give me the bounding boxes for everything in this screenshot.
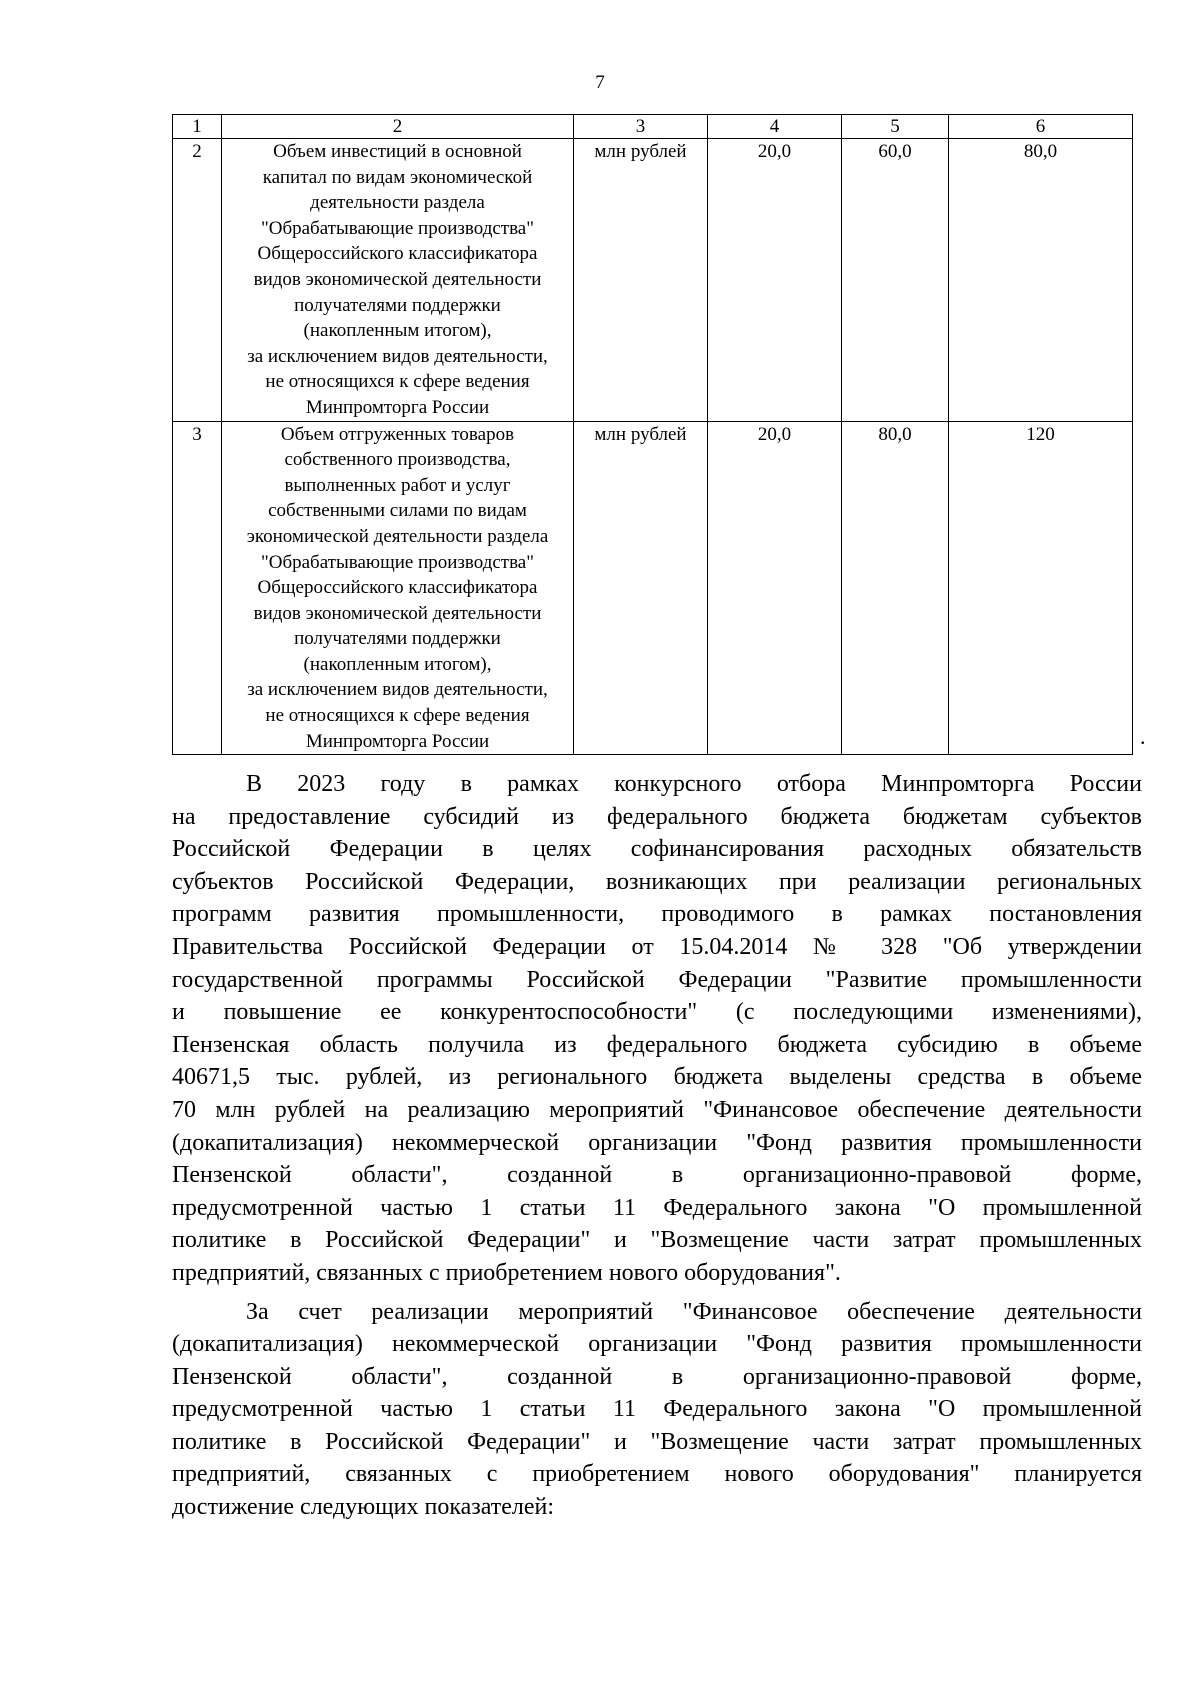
value-col-4: 20,0 [708,139,842,422]
text-line: Пензенская область получила из федерального бюджета субсидию в объеме [172,1031,1142,1058]
indicator-name-line: (накопленным итогом), [303,653,492,675]
text-line: политике в Российской Федерации" и "Возмещение части затрат промышленных [172,1227,1142,1254]
paragraph-2 [172,1296,1142,1524]
value-col-5: 80,0 [842,421,949,755]
text-line: Правительства Российской Федерации от 15.04.2014 № 328 "Об утверждении [172,933,1142,960]
indicator-name-line: Общероссийского классификатора [257,243,538,265]
table-row [173,139,1133,422]
text-line: (докапитализация) некоммерческой организации "Фонд развития промышленности [172,1331,1142,1358]
indicator-name-line: деятельности раздела [310,192,485,214]
text-line: Пензенской области", созданной в организационно-правовой форме, [172,1363,1142,1390]
indicator-name-line: Общероссийского классификатора [257,577,538,599]
indicator-name-line: не относящихся к сфере ведения [265,371,530,393]
header-cell-3: 3 [574,115,708,139]
value-col-6: 120 [949,421,1133,755]
text-line: политике в Российской Федерации" и "Возмещение части затрат промышленных [172,1428,1142,1455]
indicators-table [172,114,1133,755]
table-trailing-mark: . [1140,724,1146,749]
header-cell-1: 1 [173,115,222,139]
text-line: государственной программы Российской Федерации "Развитие промышленности [172,966,1142,993]
indicator-name-line: за исключением видов деятельности, [247,345,548,367]
indicator-name-line: видов экономической деятельности [253,602,542,624]
header-cell-5: 5 [842,115,949,139]
page-number: 7 [595,72,605,93]
unit-cell: млн рублей [574,139,708,422]
text-line: предприятий, связанных с приобретением нового оборудования" планируется [172,1461,1142,1488]
indicator-name-line: получателями поддержки [294,294,501,316]
header-cell-6: 6 [949,115,1133,139]
text-line: и повышение ее конкурентоспособности" (с последующими изменениями), [172,999,1142,1026]
indicator-name-line: собственными силами по видам [268,500,527,522]
header-cell-4: 4 [708,115,842,139]
text-line: Российской Федерации в целях софинансирования расходных обязательств [172,836,1142,863]
header-cell-2: 2 [222,115,574,139]
paragraph-1 [172,768,1142,1290]
indicator-name [222,421,574,755]
text-line: на предоставление субсидий из федерального бюджета бюджетам субъектов [172,803,1142,830]
indicator-name-line: Объем отгруженных товаров [280,423,515,445]
text-line: 70 млн рублей на реализацию мероприятий "Финансовое обеспечение деятельности [172,1096,1142,1123]
text-line: В 2023 году в рамках конкурсного отбора Минпромторга России [246,771,1142,797]
text-line: предусмотренной частью 1 статьи 11 Федерального закона "О промышленной [172,1396,1142,1423]
indicator-name-line: Минпромторга России [305,730,490,752]
indicator-name-line: получателями поддержки [294,628,501,650]
text-line: субъектов Российской Федерации, возникающих при реализации региональных [172,868,1142,895]
indicator-name-line: "Обрабатывающие производства" [260,217,535,239]
indicator-name-line: экономической деятельности раздела [246,525,549,547]
text-line: достижение следующих показателей: [172,1494,555,1521]
text-line: предприятий, связанных с приобретением нового оборудования". [172,1259,841,1286]
indicator-name-line: собственного производства, [284,449,511,471]
indicator-name-line: Объем инвестиций в основной [273,141,522,162]
indicator-name-line: "Обрабатывающие производства" [260,551,535,573]
indicator-name-line: выполненных работ и услуг [284,474,511,496]
indicator-name [222,139,574,422]
row-number: 3 [173,421,222,755]
text-line: (докапитализация) некоммерческой организации "Фонд развития промышленности [172,1129,1142,1156]
text-line: Пензенской области", созданной в организационно-правовой форме, [172,1162,1142,1189]
indicator-name-line: за исключением видов деятельности, [247,679,548,701]
value-col-4: 20,0 [708,421,842,755]
value-col-6: 80,0 [949,139,1133,422]
indicator-name-line: не относящихся к сфере ведения [265,705,530,727]
unit-cell: млн рублей [574,421,708,755]
indicator-name-line: Минпромторга России [305,396,490,418]
table-row [173,421,1133,755]
body-text [172,768,1142,1524]
indicator-name-line: (накопленным итогом), [303,320,492,342]
value-col-5: 60,0 [842,139,949,422]
table-header-row [173,115,1133,139]
text-line: 40671,5 тыс. рублей, из регионального бюджета выделены средства в объеме [172,1064,1142,1091]
text-line: предусмотренной частью 1 статьи 11 Федерального закона "О промышленной [172,1194,1142,1221]
text-line: программ развития промышленности, проводимого в рамках постановления [172,901,1142,928]
row-number: 2 [173,139,222,422]
text-line: За счет реализации мероприятий "Финансовое обеспечение деятельности [246,1298,1142,1325]
indicator-name-line: видов экономической деятельности [253,268,542,290]
indicator-name-line: капитал по видам экономической [262,166,533,188]
